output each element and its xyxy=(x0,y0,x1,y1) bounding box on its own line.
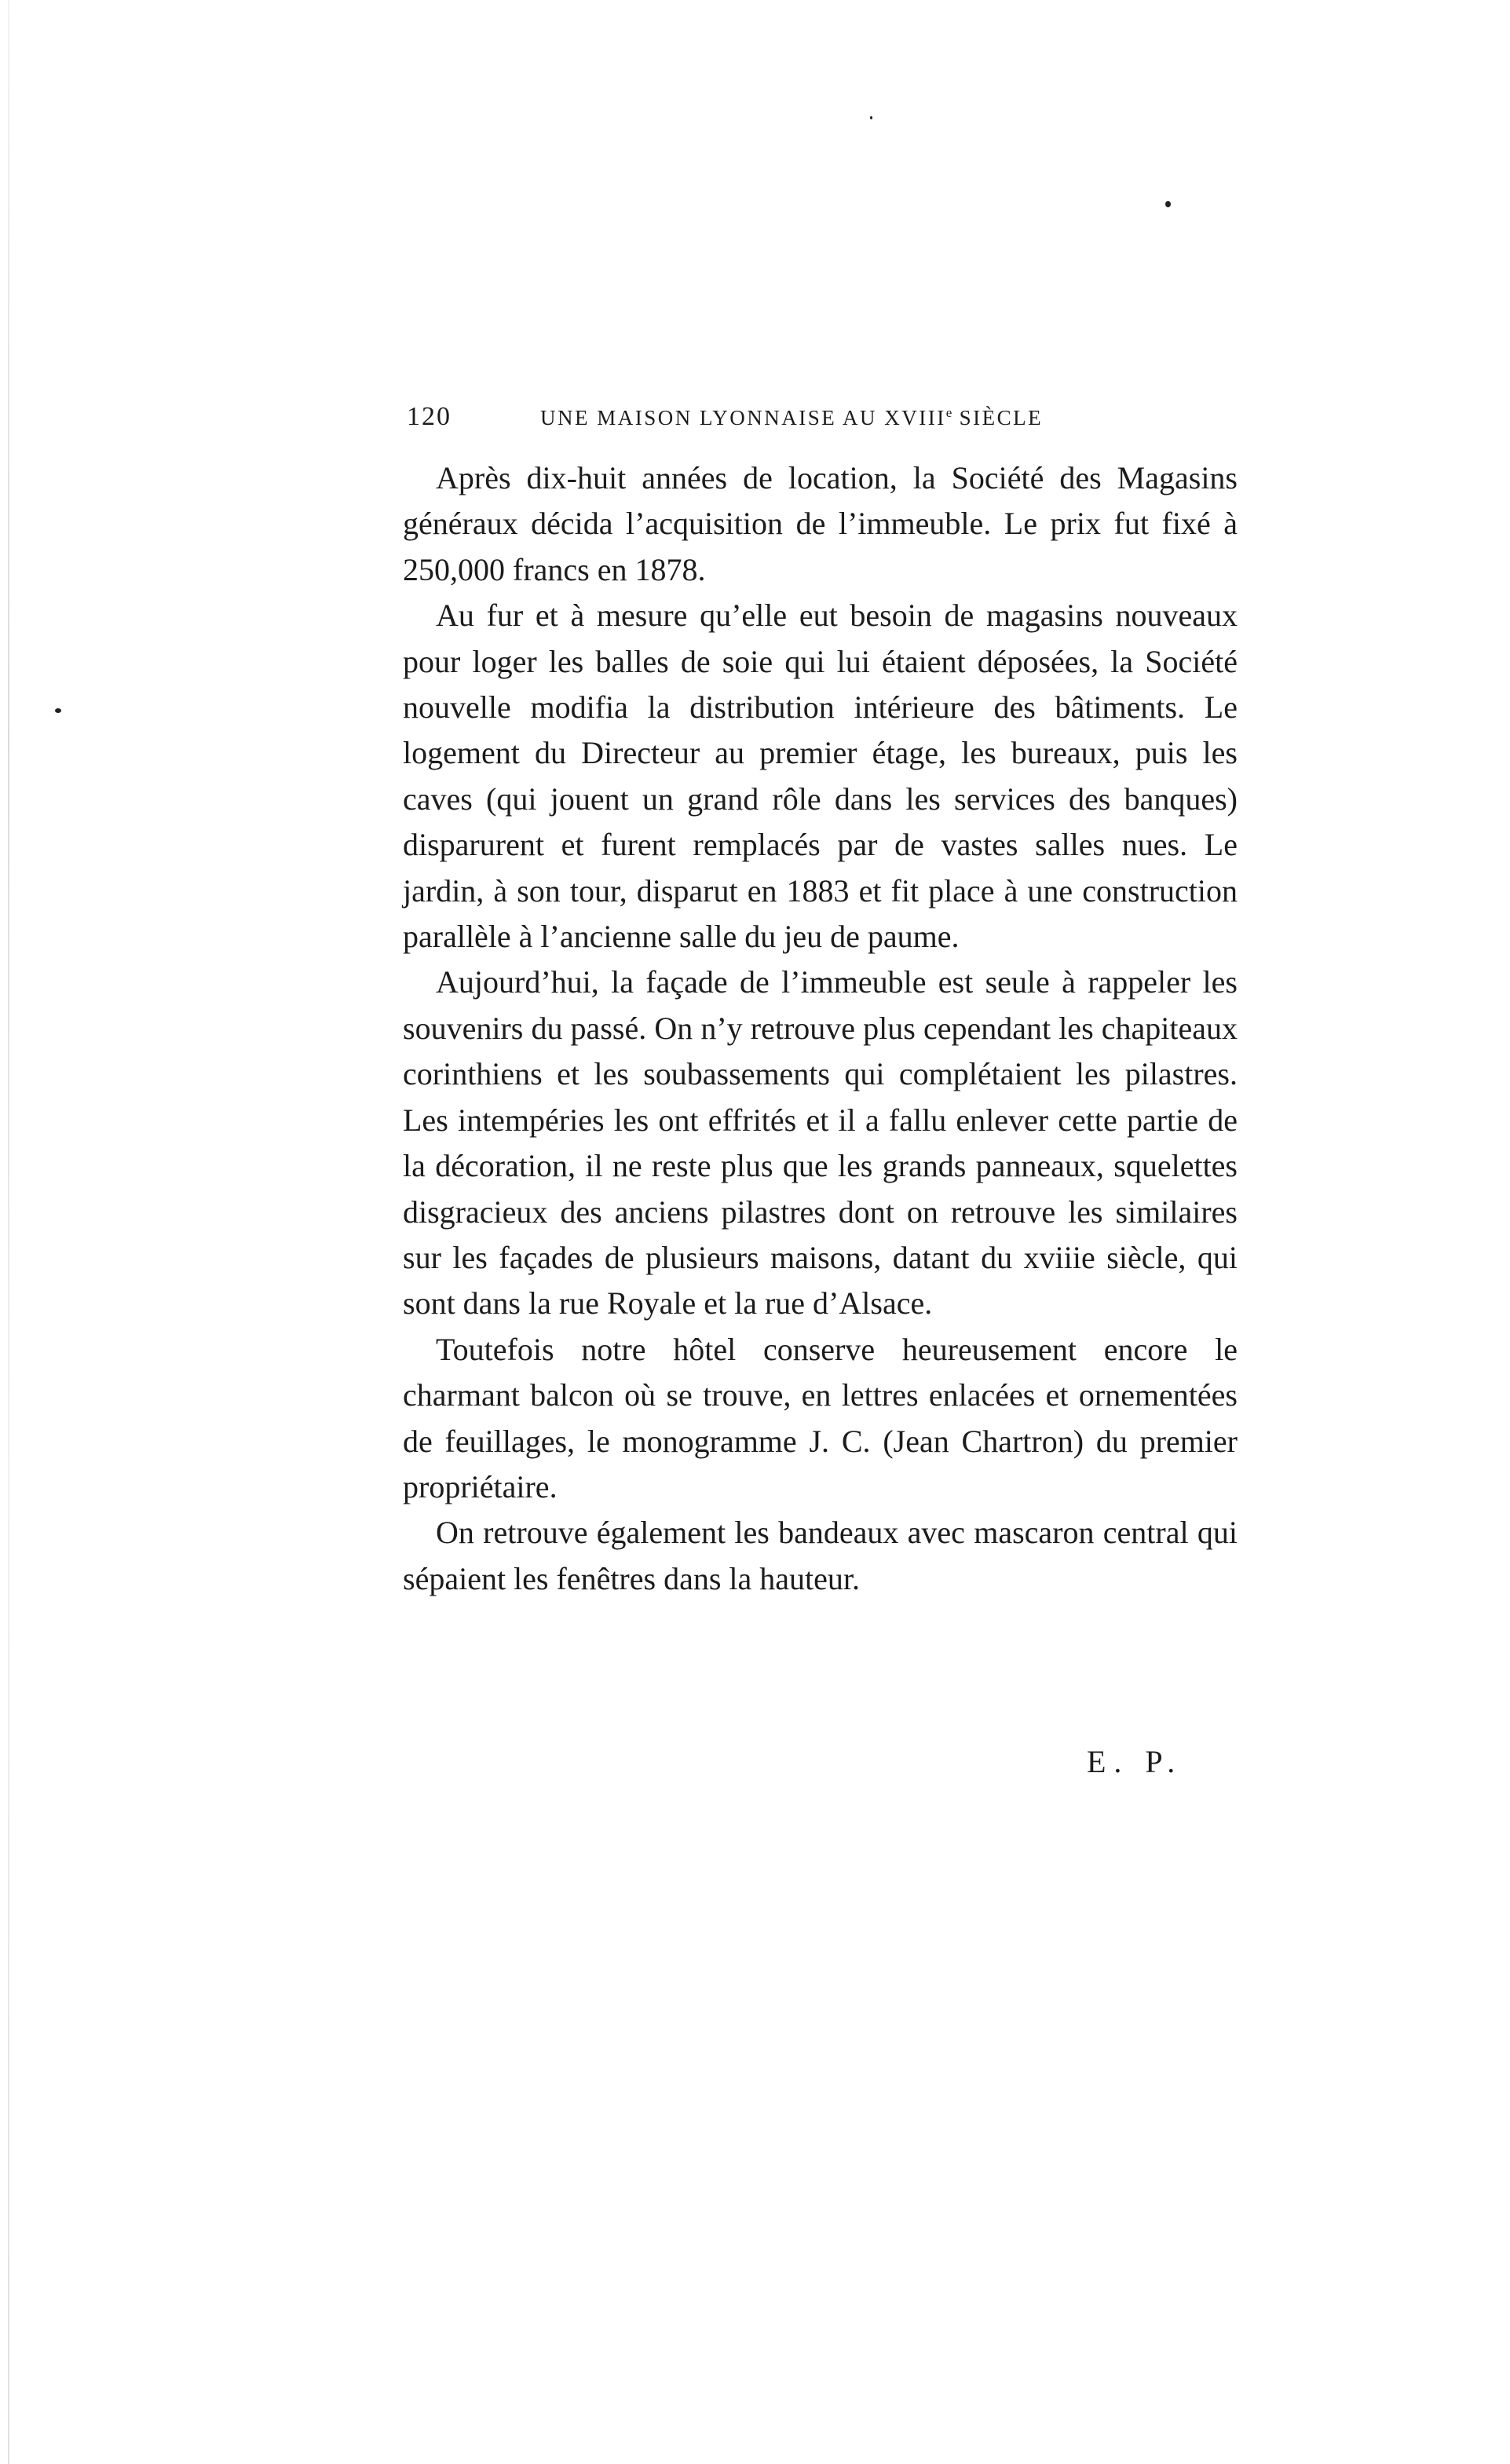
scan-edge xyxy=(8,0,9,2464)
body-text xyxy=(403,455,1238,1602)
paragraph: Aujourd’hui, la façade de l’immeuble est seule à rappeler les souvenirs du passé. On n’y retrouve plus cependant les chapiteaux corinthiens et les soubassements qui complétaient les pilastres. Les intempéries les ont effrités et il a fallu enlever cette partie de la décoration, il ne reste plus que les grands panneaux, squelettes disgracieux des anciens pilastres dont on retrouve les similaires sur les façades de plusieurs maisons, datant du xviiie siècle, qui sont dans la rue Royale et la rue d’Alsace. xyxy=(403,964,1238,1322)
running-title xyxy=(540,405,1043,430)
author-signature: E. P. xyxy=(1087,1744,1183,1779)
scan-speck xyxy=(55,708,61,713)
paragraph: Toutefois notre hôtel conserve heureusement encore le charmant balcon où se trouve, en lettres enlacées et ornementées de feuillages, le monogramme J. C. (Jean Chartron) du premier propriétaire. xyxy=(403,1331,1238,1504)
scan-speck xyxy=(870,116,872,119)
paragraph: Au fur et à mesure qu’elle eut besoin de magasins nouveaux pour loger les balles de soie qui lui étaient déposées, la Société nouvelle modifia la distribution intérieure des bâtiments. Le logement du Directeur au premier étage, les bureaux, puis les caves (qui jouent un grand rôle dans les services des banques) disparurent et furent remplacés par de vastes salles nues. Le jardin, à son tour, disparut en 1883 et fit place à une construction parallèle à l’ancienne salle du jeu de paume. xyxy=(403,598,1238,955)
running-title-main: UNE MAISON LYONNAISE AU XVIII xyxy=(540,406,946,430)
scan-speck xyxy=(1165,201,1171,207)
page-number: 120 xyxy=(407,402,452,431)
running-title-end: SIÈCLE xyxy=(952,406,1044,430)
running-header xyxy=(407,402,1239,433)
paragraph: On retrouve également les bandeaux avec mascaron central qui sépaient les fenêtres dans la hauteur. xyxy=(403,1515,1238,1596)
running-title-superscript: e xyxy=(945,405,952,420)
paragraph: Après dix-huit années de location, la Société des Magasins généraux décida l’acquisition de l’immeuble. Le prix fut fixé à 250,000 francs en 1878. xyxy=(403,460,1238,587)
